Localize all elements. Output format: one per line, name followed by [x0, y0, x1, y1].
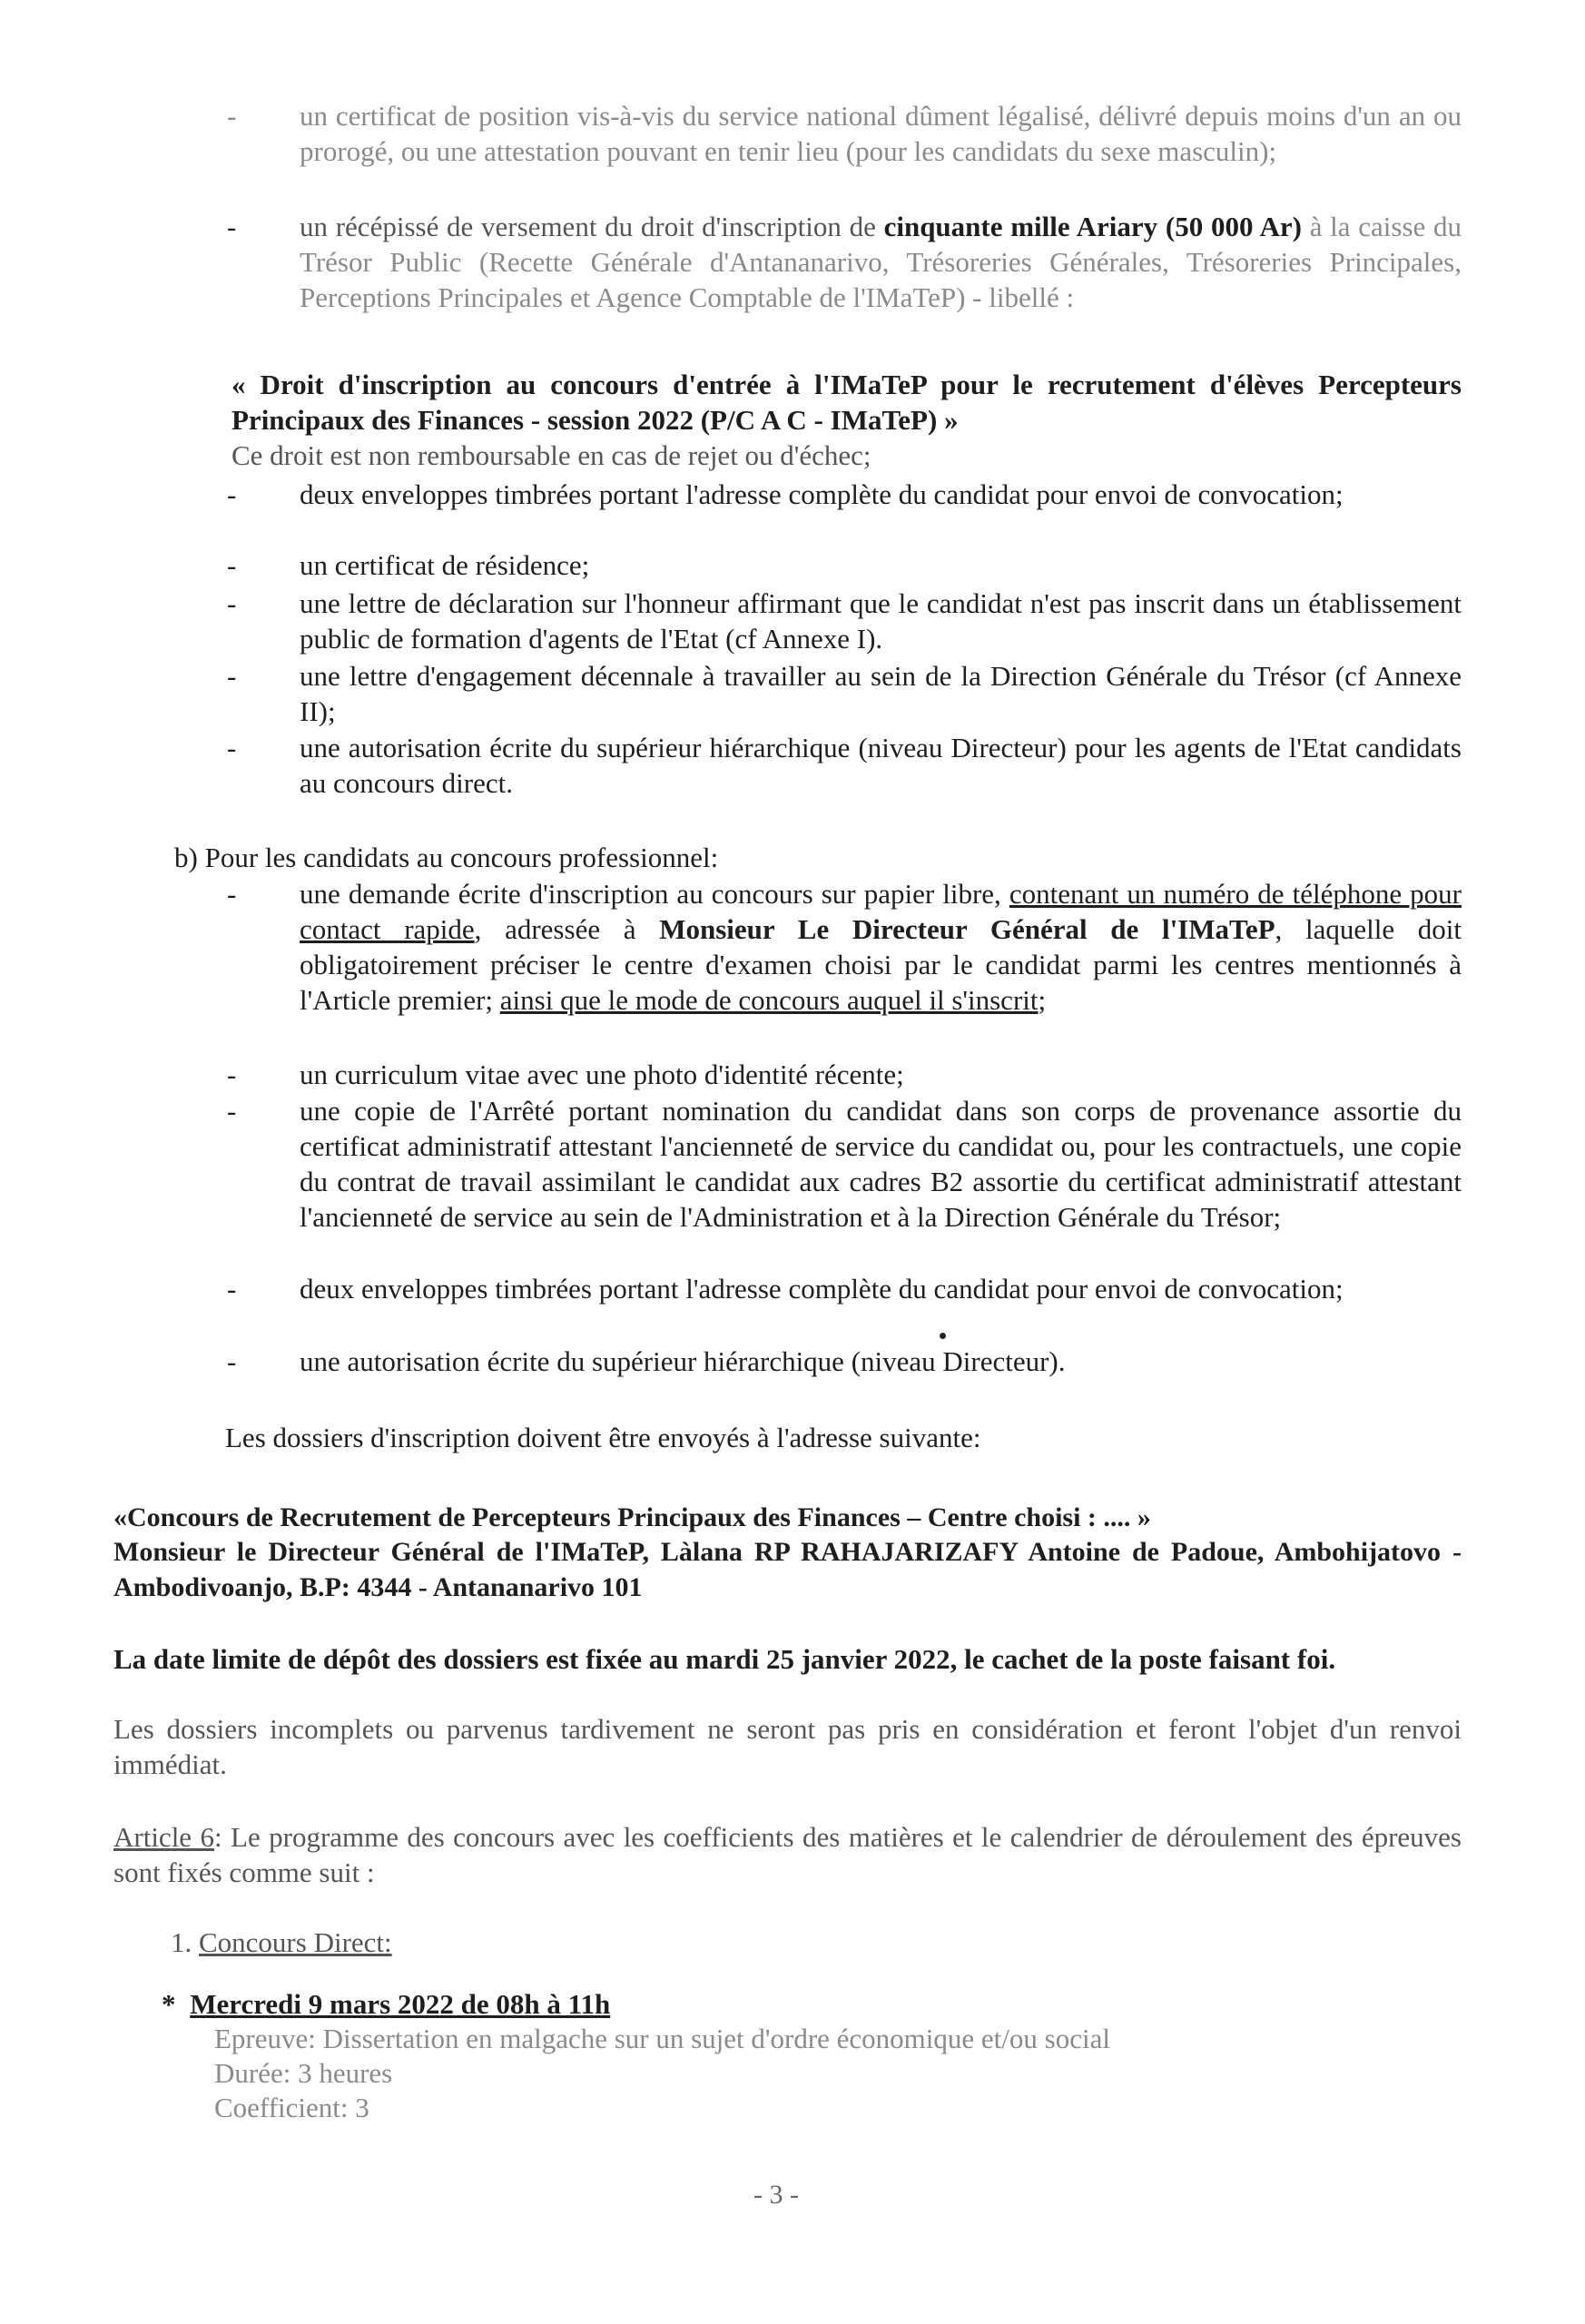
- item-certificat-position: un certificat de position vis-à-vis du service national dûment légalisé, délivré depuis moins d'un an ou prorogé, ou une attestation pouvant en tenir lieu (pour les candidats du sexe masculin);: [300, 100, 1462, 167]
- item-certificat-residence: un certificat de résidence;: [300, 549, 590, 581]
- item-demande-inscription: [300, 876, 1462, 1018]
- item-autorisation-directeur: une autorisation écrite du supérieur hiérarchique (niveau Directeur) pour les agents de l'Etat candidats au concours direct.: [300, 732, 1462, 799]
- list-item: [227, 98, 1462, 169]
- exam-date: [162, 1986, 610, 2022]
- list-dash: -: [227, 878, 237, 910]
- item-autorisation-pro: une autorisation écrite du supérieur hiérarchique (niveau Directeur).: [300, 1345, 1066, 1377]
- section-number: 1.: [171, 1926, 192, 1958]
- list-item: [227, 730, 1462, 801]
- droit-libelle: « Droit d'inscription au concours d'entrée à l'IMaTeP pour le recrutement d'élèves Percepteurs Principaux des Finances - session 2022 (P/C A C - IMaTeP) »: [231, 369, 1462, 436]
- list-dash: -: [227, 478, 237, 510]
- non-remboursable-note: Ce droit est non remboursable en cas de rejet ou d'échec;: [231, 439, 871, 471]
- list-dash: -: [227, 549, 237, 581]
- list-item: [227, 1271, 1462, 1306]
- list-dash: -: [227, 211, 237, 242]
- exam-coefficient: Coefficient: 3: [214, 2092, 369, 2123]
- list-dash: -: [227, 732, 237, 763]
- address-line-1: «Concours de Recrutement de Percepteurs Principaux des Finances – Centre choisi : .... »: [113, 1502, 1151, 1532]
- address-intro: Les dossiers d'inscription doivent être envoyés à l'adresse suivante:: [225, 1422, 981, 1453]
- item-enveloppes-pro: deux enveloppes timbrées portant l'adresse complète du candidat pour envoi de convocation;: [300, 1273, 1344, 1305]
- article-6-text: : Le programme des concours avec les coefficients des matières et le calendrier de déroulement des épreuves sont fixés comme suit :: [113, 1821, 1462, 1888]
- deadline-statement: La date limite de dépôt des dossiers est fixée au mardi 25 janvier 2022, le cachet de la poste faisant foi.: [113, 1643, 1336, 1675]
- article-6: [113, 1819, 1462, 1890]
- list-item: [227, 477, 1462, 512]
- list-item: [227, 1057, 1462, 1092]
- address-line-2: Monsieur le Directeur Général de l'IMaTeP, Làlana RP RAHAJARIZAFY Antoine de Padoue, Ambohijatovo - Ambodivoanjo, B.P: 4344 - Antananarivo 101: [113, 1537, 1462, 1602]
- list-item: [227, 209, 1462, 315]
- demande-text: une demande écrite d'inscription au concours sur papier libre,: [300, 878, 1001, 910]
- recepisse-amount: cinquante mille Ariary (50 000 Ar): [883, 211, 1302, 242]
- list-item: [227, 547, 1462, 583]
- section-title: Concours Direct:: [199, 1926, 392, 1958]
- list-item: [227, 586, 1462, 656]
- item-curriculum: un curriculum vitae avec une photo d'identité récente;: [300, 1059, 904, 1090]
- list-dash: -: [227, 587, 237, 619]
- item-copie-arrete: une copie de l'Arrêté portant nomination du candidat dans son corps de provenance assortie du certificat administratif attestant l'ancienneté de service du candidat ou, pour les contractuels, une copie du contrat de travail assimilant le candidat aux cadres B2 assortie du certificat administratif attestant l'ancienneté de service au sein de l'Administration et à la Direction Générale du Trésor;: [300, 1095, 1462, 1233]
- professional-heading: b) Pour les candidats au concours professionnel:: [174, 842, 719, 873]
- recepisse-text: un récépissé de versement du droit d'inscription de: [300, 211, 876, 242]
- stray-dot: [940, 1333, 946, 1339]
- list-dash: -: [227, 660, 237, 692]
- item-declaration-honneur: une lettre de déclaration sur l'honneur affirmant que le candidat n'est pas inscrit dans un établissement public de formation d'agents de l'Etat (cf Annexe I).: [300, 587, 1462, 655]
- item-recepisse: [300, 209, 1462, 315]
- deadline-note: Les dossiers incomplets ou parvenus tardivement ne seront pas pris en considération et feront l'objet d'un renvoi immédiat.: [113, 1713, 1462, 1780]
- date-star: *: [162, 1988, 176, 2020]
- exam-date-text: Mercredi 9 mars 2022 de 08h à 11h: [190, 1988, 611, 2020]
- list-dash: -: [227, 1095, 237, 1127]
- section-concours-direct: [171, 1925, 392, 1960]
- demande-text-3: , laquelle doit obligatoirement préciser le centre d'examen choisi par le candidat parmi les centres mentionnés à l'Article premier;: [300, 913, 1462, 1016]
- list-item: [227, 1093, 1462, 1235]
- demande-text-2: , adressée à: [474, 913, 636, 945]
- item-engagement-decennal: une lettre d'engagement décennale à travailler au sein de la Direction Générale du Trésor (cf Annexe II);: [300, 660, 1462, 727]
- recepisse-text-2: à la caisse du Trésor Public (Recette Générale d'Antananarivo, Trésoreries Générales, Trésoreries Principales, Perceptions Principales et Agence Comptable de l'IMaTeP) - libellé :: [300, 211, 1462, 313]
- list-dash: -: [227, 100, 237, 132]
- page-number: - 3 -: [753, 2180, 799, 2210]
- item-enveloppes: deux enveloppes timbrées portant l'adresse complète du candidat pour envoi de convocation;: [300, 478, 1344, 510]
- list-item: [227, 876, 1462, 1018]
- list-dash: -: [227, 1059, 237, 1090]
- list-dash: -: [227, 1273, 237, 1305]
- recipient-directeur: Monsieur Le Directeur Général de l'IMaTeP: [659, 913, 1275, 945]
- article-6-label: Article 6: [113, 1821, 214, 1853]
- exam-duree: Durée: 3 heures: [214, 2057, 393, 2089]
- exam-epreuve: Epreuve: Dissertation en malgache sur un sujet d'ordre économique et/ou social: [214, 2023, 1110, 2054]
- list-item: [227, 658, 1462, 729]
- demande-end: ;: [1038, 984, 1047, 1016]
- underlined-mode-concours: ainsi que le mode de concours auquel il s'inscrit: [499, 984, 1039, 1016]
- underlined-telephone: contenant un numéro de téléphone pour contact rapide: [300, 878, 1462, 945]
- list-dash: -: [227, 1345, 237, 1377]
- list-item: [227, 1344, 1462, 1379]
